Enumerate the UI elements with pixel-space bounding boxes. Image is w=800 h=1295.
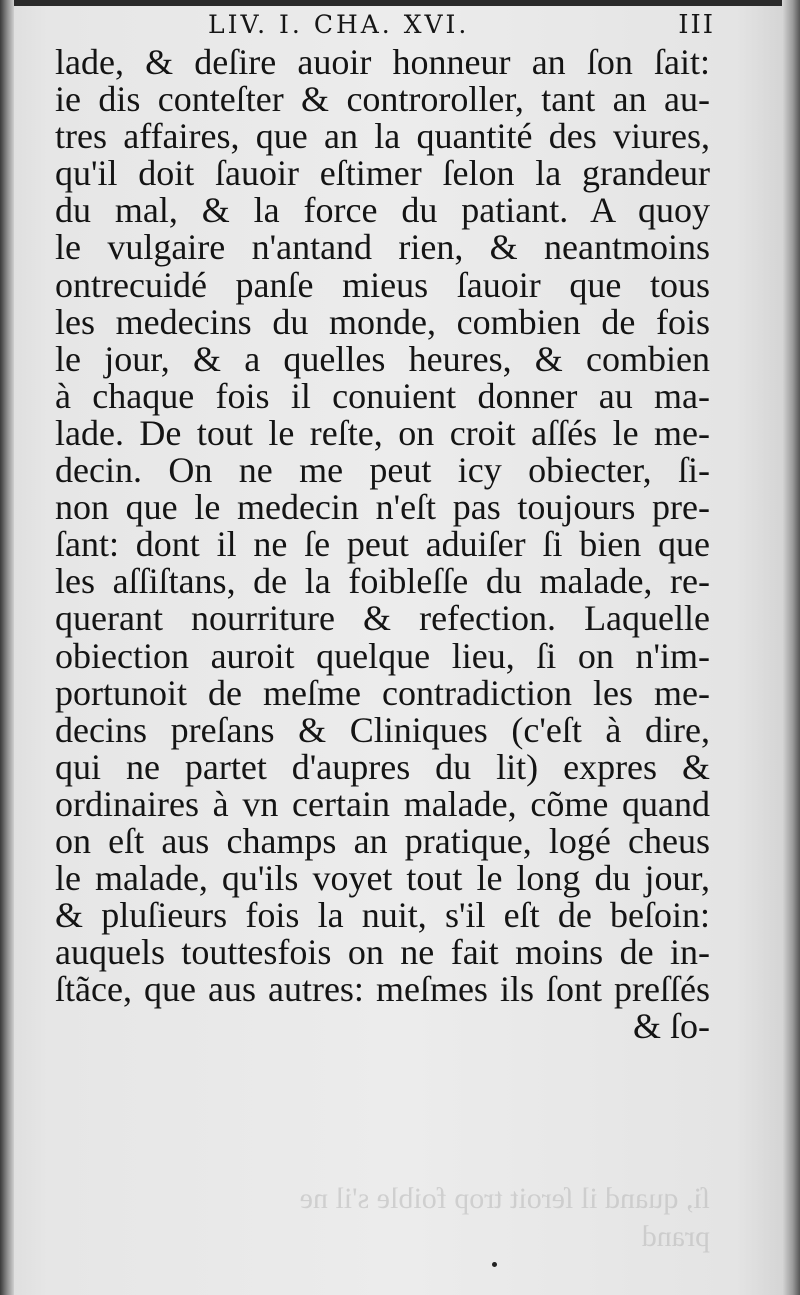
text-line: decin. On ne me peut icy obiecter, ſi- [55,450,710,491]
text-line: on eſt aus champs an pratique, logé cheus [55,820,710,861]
text-line: les aſſiſtans, de la foibleſſe du malade, re- [55,561,710,602]
text-line: lade. De tout le reſte, on croit aſſés le me- [55,412,710,453]
text-line: le vulgaire n'antand rien, & neantmoins [55,227,710,268]
text-line: decins preſans & Cliniques (c'eſt à dire, [55,709,710,750]
text-line: les medecins du monde, combien de fois [55,301,710,342]
page-header [60,8,715,44]
text-line: obiection auroit quelque lieu, ſi on n'im- [55,635,710,676]
text-line: du mal, & la force du patiant. A quoy [55,190,710,231]
running-head: LIV. I. CHA. XVI. [208,10,470,39]
text-line: qu'il doit ſauoir eſtimer ſelon la grandeur [55,153,710,194]
text-line: à chaque fois il conuient donner au ma- [55,375,710,416]
text-line: ie dis conteſter & controroller, tant an au- [55,79,710,120]
text-line: tres affaires, que an la quantité des viures, [55,116,710,157]
page-right-edge-shadow [782,0,800,1295]
text-line: ordinaires à vn certain malade, cõme quand [55,783,710,824]
text-line: ſant: dont il ne ſe peut aduiſer ſi bien que [55,524,710,565]
text-line: & pluſieurs fois la nuit, s'il eſt de beſoin: [55,895,710,936]
body-text [55,44,710,1046]
text-line: ontrecuidé panſe mieus ſauoir que tous [55,264,710,305]
text-line: qui ne partet d'aupres du lit) expres & [55,746,710,787]
page-top-edge [0,0,800,6]
text-line: auquels touttesfois on ne fait moins de in- [55,932,710,973]
catchword: & ſo- [633,1006,710,1047]
bleed-through-text: ſi, quand il ſeroit trop foible s'il ne prand [299,1182,710,1253]
text-line: ſtãce, que aus autres: meſmes ils ſont preſſés [55,969,710,1010]
text-line: le jour, & a quelles heures, & combien [55,338,710,379]
page-number: III [678,10,715,40]
text-line: le malade, qu'ils voyet tout le long du jour, [55,858,710,899]
text-line: lade, & deſire auoir honneur an ſon ſait: [55,42,710,82]
text-line: non que le medecin n'eſt pas toujours pre- [55,487,710,528]
text-line: querant nourriture & refection. Laquelle [55,598,710,639]
page-gutter-shadow [0,0,14,1295]
text-line: portunoit de meſme contradiction les me- [55,672,710,713]
ink-speck [492,1262,497,1267]
